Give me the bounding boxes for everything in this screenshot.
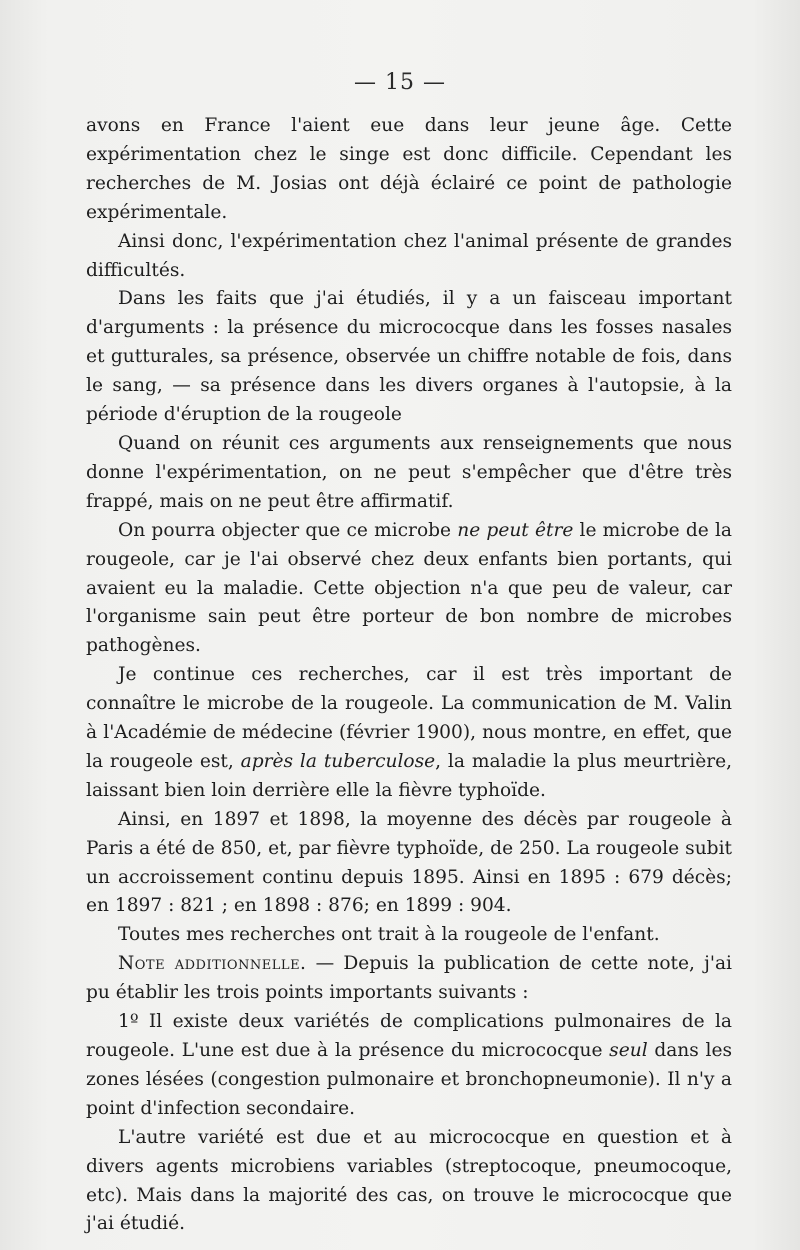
paragraph-research-continuation: [86, 661, 732, 806]
research-text-start: Je continue ces recherches, car il est très important de connaître le microbe de la rougeole. La communication de M. Valin à l'Académie de médecine (février 1900), nous montre, en effet, que la rougeole est,: [86, 664, 732, 772]
paragraph-children: Toutes mes recherches ont trait à la rougeole de l'enfant.: [118, 924, 660, 946]
body-text: [86, 112, 732, 1239]
paragraph-mortality-statistics: Ainsi, en 1897 et 1898, la moyenne des décès par rougeole à Paris a été de 850, et, par fièvre typhoïde, de 250. La rougeole subit un accroissement continu depuis 1895. Ainsi en 1895 : 679 décès; en 1897 : 821 ; en 1898 : 876; en 1899 : 904.: [86, 808, 732, 917]
note-heading: Note additionnelle.: [118, 953, 307, 975]
paragraph-other-variety: L'autre variété est due et au micrococque en question et à divers agents microbiens variables (streptocoque, pneumocoque, etc). Mais dans la majorité des cas, on trouve le micrococque que j'ai étudié.: [86, 1126, 732, 1235]
page-number: — 15 —: [354, 70, 446, 95]
paragraph-objection: [86, 517, 732, 662]
pulmonary-emphasis: seul: [609, 1040, 648, 1061]
pulmonary-text-start: 1º Il existe deux variétés de complications pulmonaires de la rougeole. L'une est due à la présence du micrococque: [86, 1011, 732, 1061]
paragraph-continuation: avons en France l'aient eue dans leur jeune âge. Cette expérimentation chez le singe est donc difficile. Cependant les recherches de M. Josias ont déjà éclairé ce point de pathologie expérimentale.: [86, 115, 732, 223]
objection-text-start: On pourra objecter que ce microbe: [118, 519, 458, 541]
research-text-end: , la maladie la plus meurtrière, laissant bien loin derrière elle la fièvre typhoïde.: [86, 750, 733, 801]
objection-emphasis: ne peut être: [457, 519, 574, 541]
paragraph-additional-note: [86, 950, 732, 1008]
objection-text-end: le microbe de la rougeole, car je l'ai observé chez deux enfants bien portants, qui avaient eu la maladie. Cette objection n'a que peu de valeur, car l'organisme sain peut être porteur de bon nombre de microbes pathogènes.: [86, 519, 732, 657]
note-text: — Depuis la publication de cette note, j'ai pu établir les trois points importants suivants :: [86, 953, 732, 1004]
paragraph-animal-experimentation: Ainsi donc, l'expérimentation chez l'animal présente de grandes difficultés.: [86, 230, 732, 281]
research-emphasis: après la tuberculose: [240, 750, 436, 772]
pulmonary-text-end: dans les zones lésées (congestion pulmonaire et bronchopneumonie). Il n'y a point d'infection secondaire.: [86, 1040, 732, 1119]
paragraph-conclusion: Quand on réunit ces arguments aux renseignements que nous donne l'expérimentation, on ne peut s'empêcher que d'être très frappé, mais on ne peut être affirmatif.: [86, 432, 732, 512]
paragraph-pulmonary-complications: [86, 1008, 732, 1124]
paragraph-arguments: Dans les faits que j'ai étudiés, il y a un faisceau important d'arguments : la présence du micrococque dans les fosses nasales et gutturales, sa présence, observée un chiffre notable de fois, dans le sang, — sa présence dans les divers organes à l'autopsie, à la période d'éruption de la rougeole: [86, 288, 732, 426]
